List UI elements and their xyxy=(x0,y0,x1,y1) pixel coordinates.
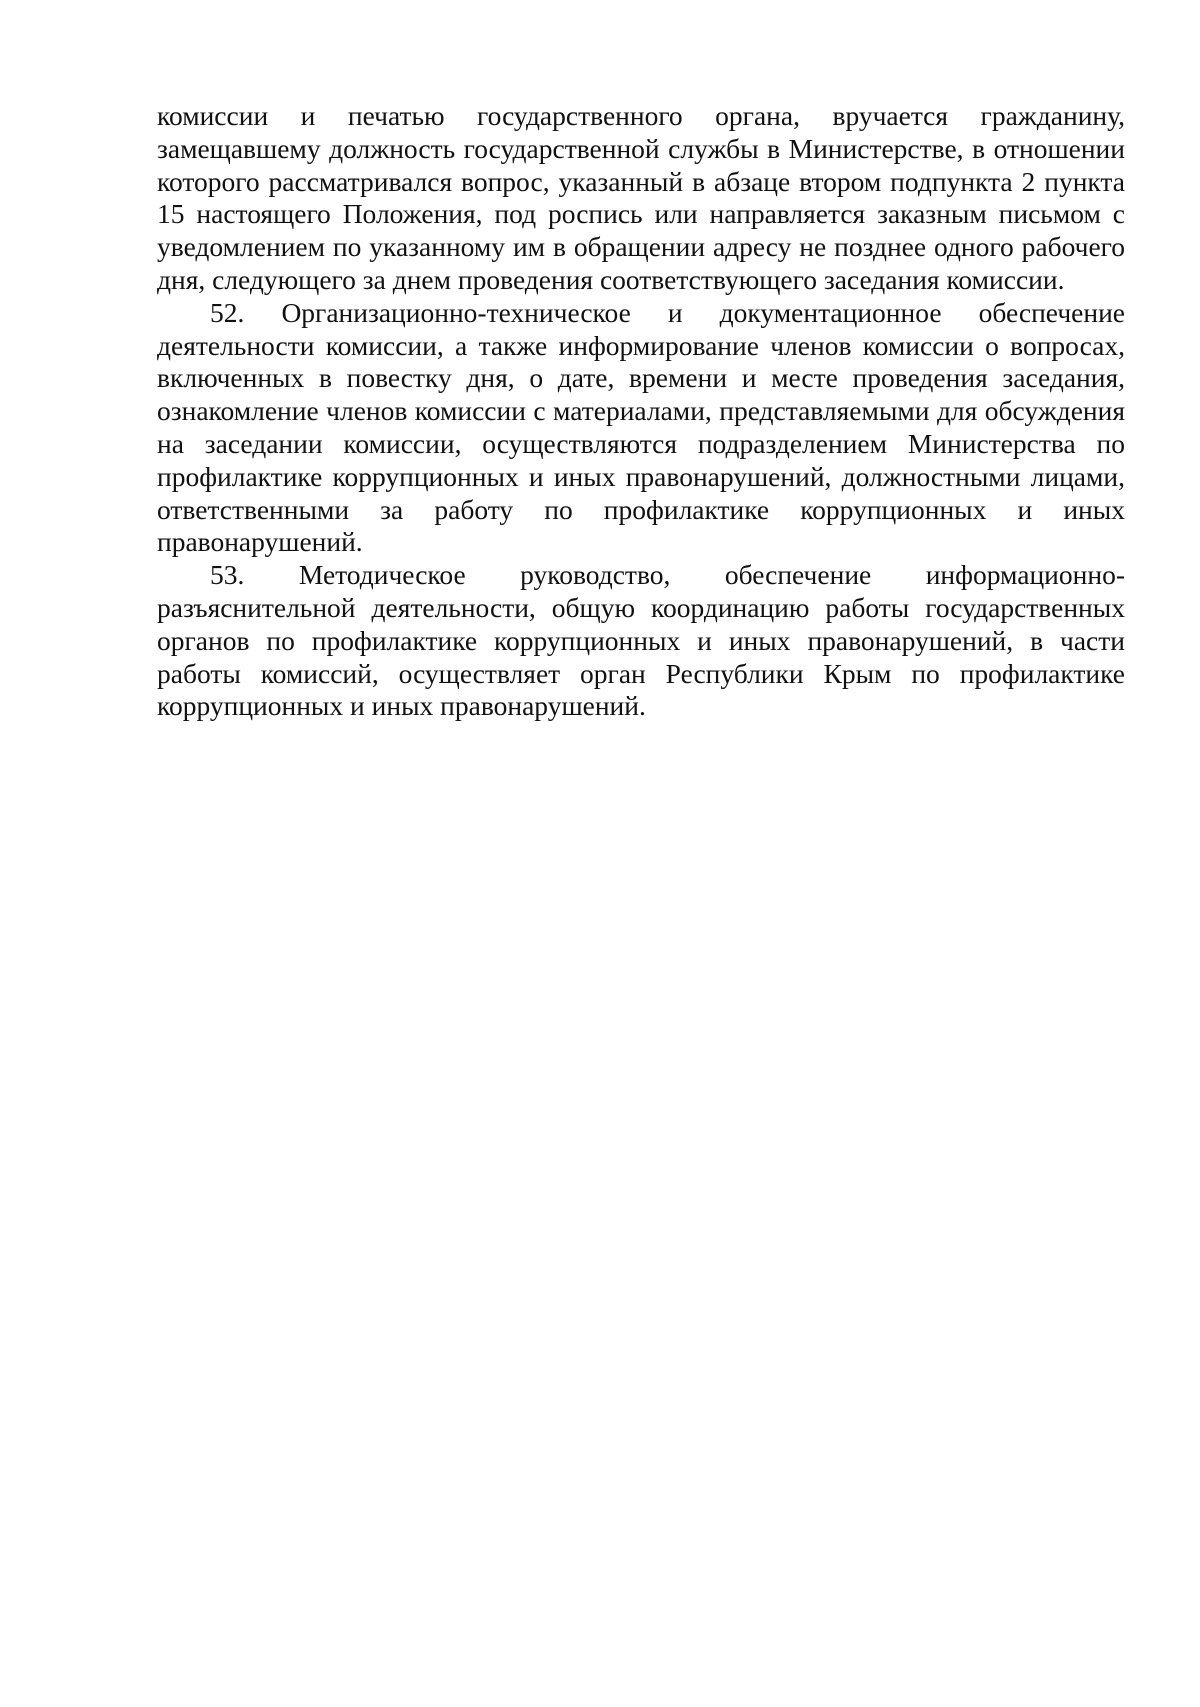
paragraph-continuation: комиссии и печатью государственного органа, вручается гражданину, замещавшему должность государственной службы в Министерстве, в отношении которого рассматривался вопрос, указанный в абзаце втором подпункта 2 пункта 15 настоящего Положения, под роспись или направляется заказным письмом с уведомлением по указанному им в обращении адресу не позднее одного рабочего дня, следующего за днем проведения соответствующего заседания комиссии. xyxy=(157,100,1125,295)
paragraph-52: 52. Организационно-техническое и документационное обеспечение деятельности комиссии, а также информирование членов комиссии о вопросах, включенных в повестку дня, о дате, времени и месте проведения заседания, ознакомление членов комиссии с материалами, представляемыми для обсуждения на заседании комиссии, осуществляются подразделением Министерства по профилактике коррупционных и иных правонарушений, должностными лицами, ответственными за работу по профилактике коррупционных и иных правонарушений. xyxy=(157,296,1125,558)
document-body xyxy=(157,100,1125,723)
paragraph-53: 53. Методическое руководство, обеспечение информационно-разъяснительной деятельности, общую координацию работы государственных органов по профилактике коррупционных и иных правонарушений, в части работы комиссий, осуществляет орган Республики Крым по профилактике коррупционных и иных правонарушений. xyxy=(157,559,1125,722)
